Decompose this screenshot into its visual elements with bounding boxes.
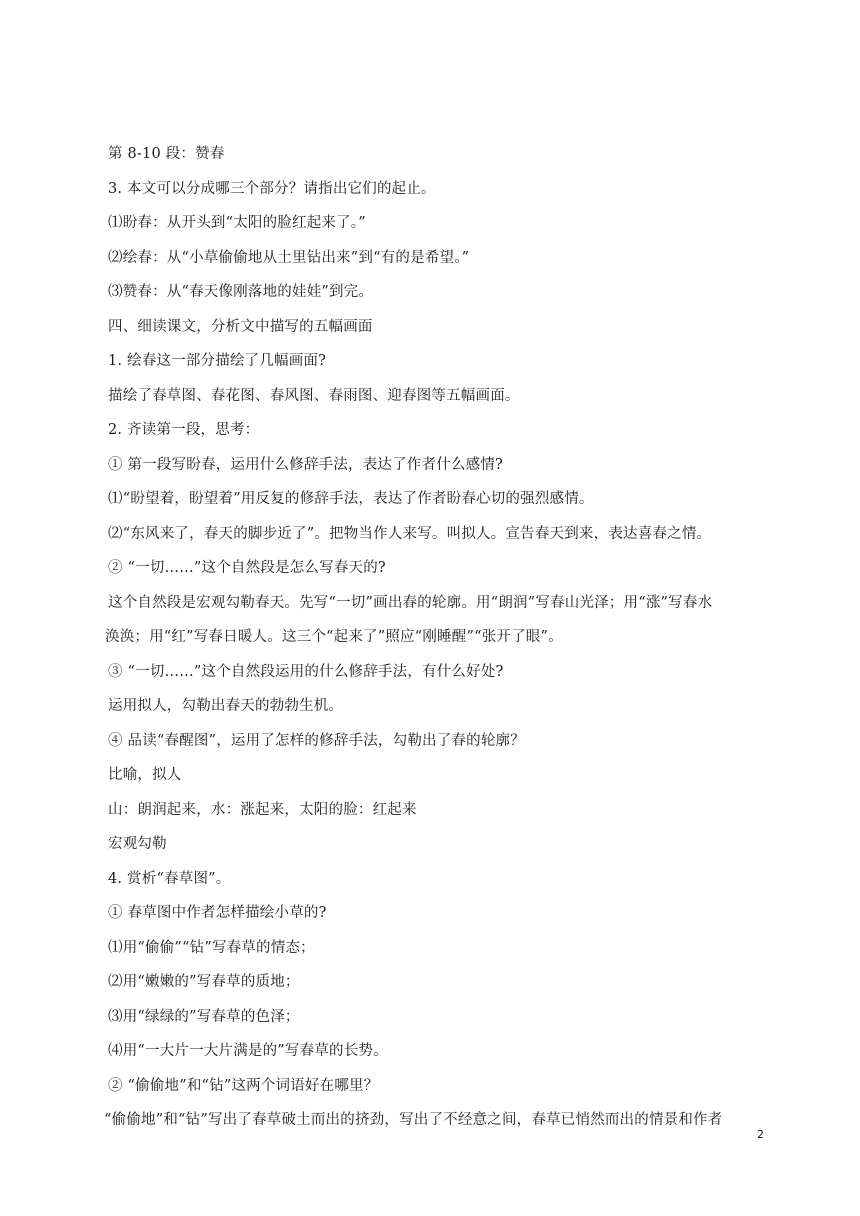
- text-line: ② “一切……”这个自然段是怎么写春天的?: [108, 560, 386, 576]
- text-line: 描绘了春草图、春花图、春风图、春雨图、迎春图等五幅画面。: [108, 387, 520, 404]
- paragraph-line: 这个自然段是宏观勾勒春天。先写“一切”画出春的轮廓。用“朗润”写春山光泽；用“涨”写春水: [108, 594, 713, 611]
- text-line: 山：朗润起来，水：涨起来，太阳的脸：红起来: [108, 801, 417, 818]
- text-line: ④ 品读“春醒图”，运用了怎样的修辞手法，勾勒出了春的轮廓？: [108, 732, 525, 749]
- text-line: 2. 齐读第一段，思考：: [108, 422, 260, 438]
- text-line: 第 8-10 段：赞春: [108, 146, 225, 162]
- text-line: ⑴盼春：从开头到“太阳的脸红起来了。”: [108, 215, 366, 231]
- text-line: ⑴“盼望着，盼望着”用反复的修辞手法，表达了作者盼春心切的强烈感情。: [108, 491, 594, 507]
- text-line: 宏观勾勒: [108, 836, 167, 852]
- text-line: ⑶赞春：从“春天像刚落地的娃娃”到完。: [108, 284, 374, 300]
- text-line: ⑵用“嫩嫩的”写春草的质地；: [108, 974, 300, 990]
- paragraph: [105, 586, 778, 655]
- text-line: ② “偷偷地”和“钻”这两个词语好在哪里？: [108, 1077, 379, 1094]
- text-line: ⑵“东风来了，春天的脚步近了”。把物当作人来写。叫拟人。宣告春天到来，表达喜春之情。: [108, 525, 712, 542]
- text-line: ⑶用“绿绿的”写春草的色泽；: [108, 1008, 300, 1025]
- page-number: 2: [757, 1128, 764, 1141]
- text-line: 3. 本文可以分成哪三个部分？请指出它们的起止。: [108, 180, 436, 197]
- text-line: ⑴用“偷偷”“钻”写春草的情态；: [108, 939, 315, 956]
- section-heading: 四、细读课文，分析文中描写的五幅画面: [108, 318, 373, 335]
- text-line: ① 第一段写盼春，运用什么修辞手法，表达了作者什么感情?: [108, 456, 503, 473]
- text-line: 运用拟人，勾勒出春天的勃勃生机。: [108, 698, 344, 714]
- text-line: ⑵绘春：从“小草偷偷地从土里钻出来”到“有的是希望。”: [108, 249, 470, 266]
- text-line: ③ “一切……”这个自然段运用的什么修辞手法，有什么好处?: [108, 663, 504, 680]
- text-line: 1. 绘春这一部分描绘了几幅画面?: [108, 353, 327, 369]
- paragraph-line: 涣涣；用“红”写春日暖人。这三个“起来了”照应“刚睡醒”“张开了眼”。: [105, 629, 563, 645]
- text-line: “偷偷地”和“钻”写出了春草破土而出的挤劲，写出了不经意之间，春草已悄然而出的情景和作者: [104, 1112, 723, 1128]
- text-line: 4. 赏析“春草图”。: [108, 870, 231, 887]
- text-line: ⑷用“一大片一大片满是的”写春草的长势。: [108, 1043, 388, 1059]
- text-line: 比喻，拟人: [108, 767, 182, 783]
- text-line: ① 春草图中作者怎样描绘小草的?: [108, 905, 327, 921]
- page-content: [104, 137, 778, 1138]
